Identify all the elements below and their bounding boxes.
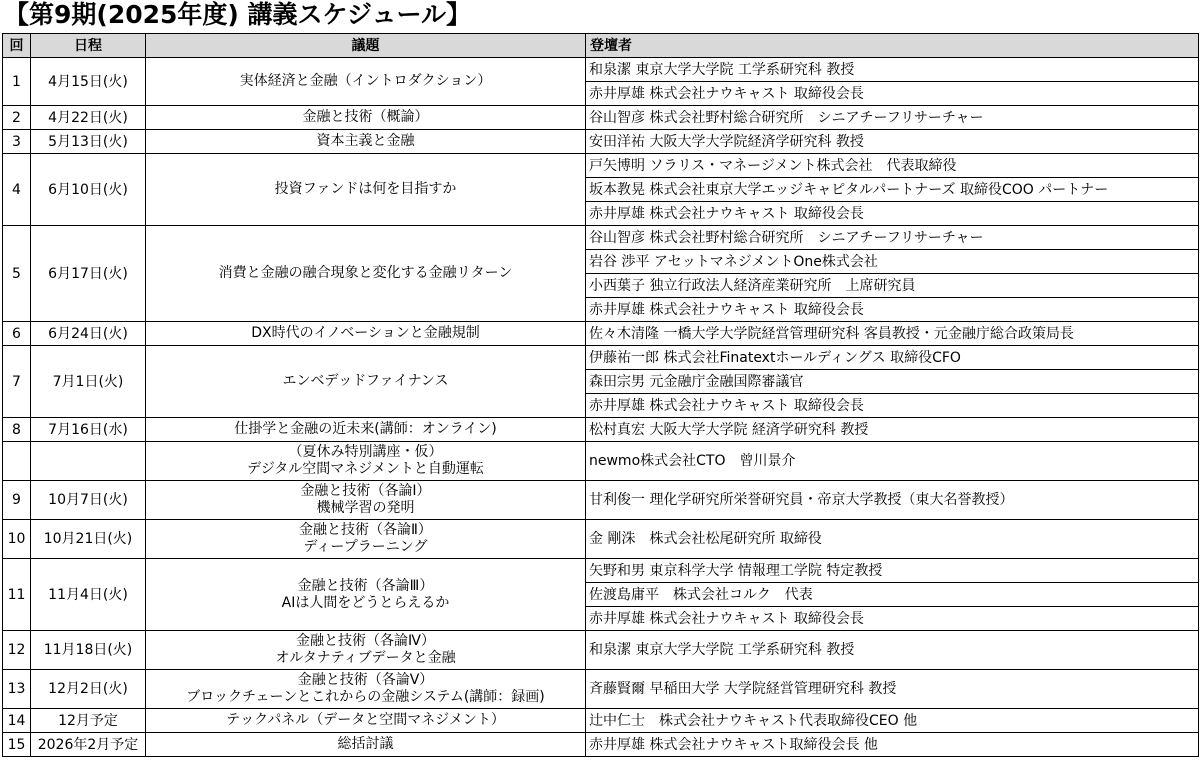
- speaker-cell: 佐渡島庸平 株式会社コルク 代表: [586, 583, 1199, 607]
- speaker-cell: 松村真宏 大阪大学大学院 経済学研究科 教授: [586, 418, 1199, 442]
- session-title: [146, 559, 586, 631]
- session-date: 2026年2月予定: [31, 733, 146, 757]
- speaker-cell: 谷山智彦 株式会社野村総合研究所 シニアチーフリサーチャー: [586, 226, 1199, 250]
- session-date: 11月18日(火): [31, 631, 146, 670]
- speaker-cell: 赤井厚雄 株式会社ナウキャスト 取締役会長: [586, 298, 1199, 322]
- session-title-line: 仕掛学と金融の近未来(講師：オンライン): [234, 421, 497, 437]
- session-date: 7月1日(火): [31, 346, 146, 418]
- session-title-line: 機械学習の発明: [316, 500, 415, 516]
- session-number: 5: [3, 226, 31, 322]
- session-date: 5月13日(火): [31, 130, 146, 154]
- header-date: 日程: [31, 34, 146, 58]
- header-row: [3, 34, 1199, 58]
- session-number: 14: [3, 709, 31, 733]
- session-title: [146, 709, 586, 733]
- session-number: 12: [3, 631, 31, 670]
- speaker-cell: 伊藤祐一郎 株式会社Finatextホールディングス 取締役CFO: [586, 346, 1199, 370]
- speaker-cell: newmo株式会社CTO 曾川景介: [586, 442, 1199, 481]
- session-row: [3, 106, 1199, 130]
- session-number: 13: [3, 670, 31, 709]
- speaker-cell: 赤井厚雄 株式会社ナウキャスト取締役会長 他: [586, 733, 1199, 757]
- session-row: [3, 733, 1199, 757]
- session-title: [146, 106, 586, 130]
- session-number: 15: [3, 733, 31, 757]
- session-number: 3: [3, 130, 31, 154]
- session-number: 7: [3, 346, 31, 418]
- speaker-cell: 小西葉子 独立行政法人経済産業研究所 上席研究員: [586, 274, 1199, 298]
- session-number: 4: [3, 154, 31, 226]
- session-title-line: （夏休み特別講座・仮）: [288, 444, 443, 460]
- speaker-cell: 赤井厚雄 株式会社ナウキャスト 取締役会長: [586, 202, 1199, 226]
- session-title: [146, 154, 586, 226]
- session-row: [3, 631, 1199, 670]
- speaker-cell: 赤井厚雄 株式会社ナウキャスト 取締役会長: [586, 394, 1199, 418]
- session-title-line: オルタナティブデータと金融: [275, 650, 456, 666]
- session-number: 6: [3, 322, 31, 346]
- schedule-body: [3, 58, 1199, 757]
- header-topic: 議題: [146, 34, 586, 58]
- speaker-cell: 岩谷 渉平 アセットマネジメントOne株式会社: [586, 250, 1199, 274]
- session-date: 11月4日(火): [31, 559, 146, 631]
- session-title: [146, 58, 586, 106]
- header-number: 回: [3, 34, 31, 58]
- session-title: [146, 631, 586, 670]
- session-row: [3, 709, 1199, 733]
- schedule-table: [2, 33, 1199, 757]
- speaker-cell: 和泉潔 東京大学大学院 工学系研究科 教授: [586, 58, 1199, 82]
- session-title-line: テックパネル（データと空間マネジメント）: [226, 712, 505, 728]
- session-title: [146, 670, 586, 709]
- session-title-line: 消費と金融の融合現象と変化する金融リターン: [218, 265, 513, 281]
- speaker-cell: 佐々木清隆 一橋大学大学院経営管理研究科 客員教授・元金融庁総合政策局長: [586, 322, 1199, 346]
- session-title: [146, 130, 586, 154]
- session-row: [3, 130, 1199, 154]
- speaker-cell: 赤井厚雄 株式会社ナウキャスト 取締役会長: [586, 607, 1199, 631]
- session-row: [3, 418, 1199, 442]
- session-row: [3, 670, 1199, 709]
- session-number: 10: [3, 520, 31, 559]
- session-date: 4月15日(火): [31, 58, 146, 106]
- speaker-cell: 辻中仁士 株式会社ナウキャスト代表取締役CEO 他: [586, 709, 1199, 733]
- speaker-cell: 安田洋祐 大阪大学大学院経済学研究科 教授: [586, 130, 1199, 154]
- session-row: [3, 481, 1199, 520]
- session-title-line: 投資ファンドは何を目指すか: [274, 181, 457, 197]
- session-date: 10月7日(火): [31, 481, 146, 520]
- session-title: [146, 442, 586, 481]
- session-number: 1: [3, 58, 31, 106]
- session-date: [31, 442, 146, 481]
- session-date: 10月21日(火): [31, 520, 146, 559]
- session-title-line: ブロックチェーンとこれからの金融システム(講師：録画): [186, 689, 545, 705]
- session-title-line: 金融と技術（各論Ⅳ）: [296, 633, 435, 649]
- session-title-line: エンベデッドファイナンス: [282, 373, 449, 389]
- session-title-line: 金融と技術（各論Ⅰ）: [300, 483, 431, 499]
- session-title: [146, 418, 586, 442]
- speaker-cell: 森田宗男 元金融庁金融国際審議官: [586, 370, 1199, 394]
- session-number: 2: [3, 106, 31, 130]
- session-title: [146, 481, 586, 520]
- session-row: [3, 58, 1199, 82]
- session-row: [3, 559, 1199, 583]
- session-title-line: 金融と技術（各論Ⅲ）: [297, 577, 434, 594]
- session-number: 9: [3, 481, 31, 520]
- session-row: [3, 322, 1199, 346]
- session-title-line: デジタル空間マネジメントと自動運転: [247, 461, 484, 477]
- speaker-cell: 谷山智彦 株式会社野村総合研究所 シニアチーフリサーチャー: [586, 106, 1199, 130]
- session-row: [3, 442, 1199, 481]
- session-date: 6月24日(火): [31, 322, 146, 346]
- session-row: [3, 154, 1199, 178]
- session-date: 12月予定: [31, 709, 146, 733]
- speaker-cell: 斉藤賢爾 早稲田大学 大学院経営管理研究科 教授: [586, 670, 1199, 709]
- session-title: [146, 322, 586, 346]
- speaker-cell: 赤井厚雄 株式会社ナウキャスト 取締役会長: [586, 82, 1199, 106]
- header-speaker: 登壇者: [586, 34, 1199, 58]
- session-title-line: DX時代のイノベーションと金融規制: [251, 325, 480, 341]
- session-title-line: 実体経済と金融（イントロダクション）: [239, 73, 492, 89]
- session-row: [3, 520, 1199, 559]
- page-title: 【第9期(2025年度) 講義スケジュール】: [4, 0, 472, 29]
- speaker-cell: 甘利俊一 理化学研究所栄誉研究員・帝京大学教授（東大名誉教授）: [586, 481, 1199, 520]
- session-title: [146, 346, 586, 418]
- session-title-line: 金融と技術（概論）: [302, 109, 429, 125]
- session-title: [146, 520, 586, 559]
- session-number: [3, 442, 31, 481]
- speaker-cell: 和泉潔 東京大学大学院 工学系研究科 教授: [586, 631, 1199, 670]
- session-number: 11: [3, 559, 31, 631]
- session-number: 8: [3, 418, 31, 442]
- speaker-cell: 坂本教晃 株式会社東京大学エッジキャピタルパートナーズ 取締役COO パートナー: [586, 178, 1199, 202]
- session-title-line: 総括討議: [337, 736, 394, 752]
- session-title-line: AIは人間をどうとらえるか: [281, 594, 450, 611]
- session-title: [146, 226, 586, 322]
- session-title: [146, 733, 586, 757]
- session-date: 6月10日(火): [31, 154, 146, 226]
- session-date: 12月2日(火): [31, 670, 146, 709]
- session-date: 4月22日(火): [31, 106, 146, 130]
- speaker-cell: 矢野和男 東京科学大学 情報理工学院 特定教授: [586, 559, 1199, 583]
- session-date: 7月16日(水): [31, 418, 146, 442]
- speaker-cell: 戸矢博明 ソラリス・マネージメント株式会社 代表取締役: [586, 154, 1199, 178]
- session-title-line: ディープラーニング: [303, 539, 428, 555]
- session-title-line: 金融と技術（各論Ⅱ）: [299, 522, 432, 538]
- session-row: [3, 226, 1199, 250]
- session-date: 6月17日(火): [31, 226, 146, 322]
- session-row: [3, 346, 1199, 370]
- speaker-cell: 金 剛洙 株式会社松尾研究所 取締役: [586, 520, 1199, 559]
- session-title-line: 金融と技術（各論Ⅴ）: [297, 672, 434, 688]
- session-title-line: 資本主義と金融: [316, 133, 415, 149]
